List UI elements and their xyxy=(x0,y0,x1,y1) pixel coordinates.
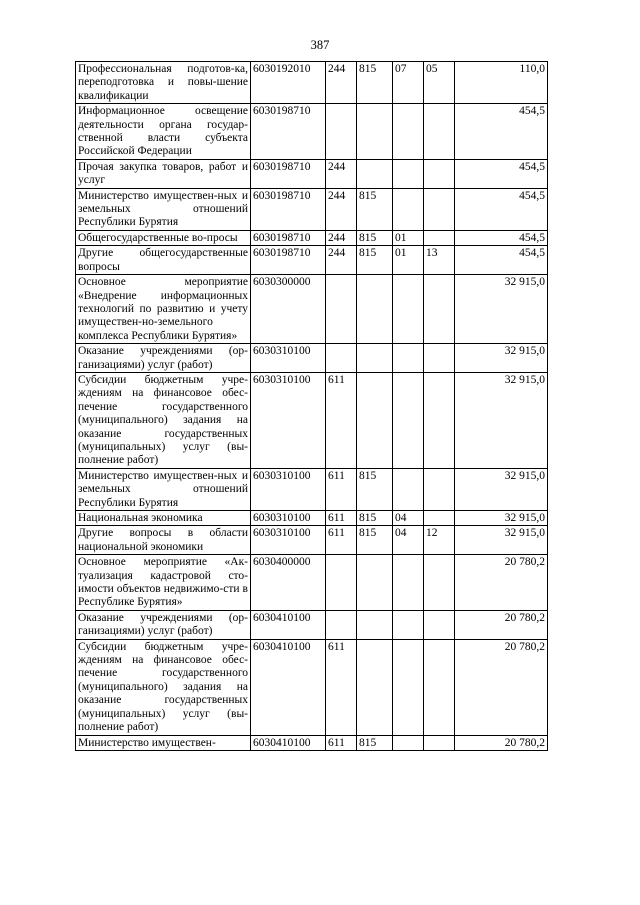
table-row xyxy=(76,372,548,468)
target-article-cell: 6030198710 xyxy=(251,159,326,188)
table-row xyxy=(76,246,548,275)
row-name-cell: Министерство имуществен-ных и земельных отношений Республики Бурятия xyxy=(76,188,251,230)
section-cell: 04 xyxy=(393,511,424,526)
ministry-code-cell: 815 xyxy=(357,526,393,555)
section-cell: 04 xyxy=(393,526,424,555)
subsection-cell xyxy=(424,275,455,344)
table-row xyxy=(76,639,548,735)
expense-type-cell xyxy=(326,275,357,344)
row-name-cell: Основное мероприятие «Ак-туализация кадастровой сто-имости объектов недвижимо-сти в Республике Бурятия» xyxy=(76,555,251,611)
amount-cell: 32 915,0 xyxy=(455,275,548,344)
table-row xyxy=(76,230,548,245)
table-row xyxy=(76,62,548,104)
ministry-code-cell xyxy=(357,555,393,611)
ministry-code-cell: 815 xyxy=(357,230,393,245)
section-cell: 01 xyxy=(393,246,424,275)
expense-type-cell: 611 xyxy=(326,511,357,526)
amount-cell: 32 915,0 xyxy=(455,372,548,468)
ministry-code-cell xyxy=(357,610,393,639)
section-cell xyxy=(393,104,424,160)
subsection-cell: 05 xyxy=(424,62,455,104)
target-article-cell: 6030410100 xyxy=(251,735,326,750)
target-article-cell: 6030198710 xyxy=(251,188,326,230)
section-cell xyxy=(393,188,424,230)
ministry-code-cell: 815 xyxy=(357,246,393,275)
row-name-cell: Субсидии бюджетным учре-ждениям на финансовое обес-печение государственного (муниципального) задания на оказание государственных (муниципальных) услуг (вы-полнение работ) xyxy=(76,639,251,735)
section-cell: 01 xyxy=(393,230,424,245)
expense-type-cell: 611 xyxy=(326,372,357,468)
row-name-cell: Прочая закупка товаров, работ и услуг xyxy=(76,159,251,188)
expense-type-cell: 244 xyxy=(326,188,357,230)
ministry-code-cell: 815 xyxy=(357,468,393,510)
table-row xyxy=(76,511,548,526)
row-name-cell: Оказание учреждениями (ор-ганизациями) услуг (работ) xyxy=(76,610,251,639)
expense-type-cell xyxy=(326,104,357,160)
section-cell xyxy=(393,344,424,373)
subsection-cell xyxy=(424,372,455,468)
section-cell xyxy=(393,639,424,735)
row-name-cell: Субсидии бюджетным учре-ждениям на финансовое обес-печение государственного (муниципального) задания на оказание государственных (муниципальных) услуг (вы-полнение работ) xyxy=(76,372,251,468)
table-row xyxy=(76,344,548,373)
subsection-cell xyxy=(424,610,455,639)
target-article-cell: 6030310100 xyxy=(251,511,326,526)
expense-type-cell: 611 xyxy=(326,639,357,735)
ministry-code-cell: 815 xyxy=(357,62,393,104)
row-name-cell: Министерство имуществен-ных и земельных отношений Республики Бурятия xyxy=(76,468,251,510)
expense-type-cell: 611 xyxy=(326,735,357,750)
section-cell xyxy=(393,610,424,639)
ministry-code-cell xyxy=(357,344,393,373)
target-article-cell: 6030300000 xyxy=(251,275,326,344)
amount-cell: 110,0 xyxy=(455,62,548,104)
subsection-cell xyxy=(424,230,455,245)
target-article-cell: 6030410100 xyxy=(251,610,326,639)
expense-type-cell xyxy=(326,610,357,639)
row-name-cell: Оказание учреждениями (ор-ганизациями) услуг (работ) xyxy=(76,344,251,373)
row-name-cell: Другие общегосударственные вопросы xyxy=(76,246,251,275)
target-article-cell: 6030310100 xyxy=(251,526,326,555)
budget-table xyxy=(75,61,548,751)
subsection-cell xyxy=(424,468,455,510)
subsection-cell xyxy=(424,511,455,526)
expense-type-cell: 244 xyxy=(326,159,357,188)
table-row xyxy=(76,188,548,230)
subsection-cell xyxy=(424,188,455,230)
subsection-cell xyxy=(424,344,455,373)
section-cell xyxy=(393,468,424,510)
ministry-code-cell: 815 xyxy=(357,511,393,526)
target-article-cell: 6030310100 xyxy=(251,372,326,468)
amount-cell: 32 915,0 xyxy=(455,344,548,373)
amount-cell: 20 780,2 xyxy=(455,639,548,735)
expense-type-cell: 611 xyxy=(326,526,357,555)
amount-cell: 32 915,0 xyxy=(455,511,548,526)
subsection-cell: 12 xyxy=(424,526,455,555)
target-article-cell: 6030310100 xyxy=(251,468,326,510)
table-row xyxy=(76,104,548,160)
amount-cell: 454,5 xyxy=(455,246,548,275)
amount-cell: 20 780,2 xyxy=(455,610,548,639)
expense-type-cell xyxy=(326,555,357,611)
target-article-cell: 6030410100 xyxy=(251,639,326,735)
section-cell xyxy=(393,735,424,750)
row-name-cell: Профессиональная подготов-ка, переподготовка и повы-шение квалификации xyxy=(76,62,251,104)
ministry-code-cell xyxy=(357,159,393,188)
table-row xyxy=(76,468,548,510)
expense-type-cell: 244 xyxy=(326,230,357,245)
row-name-cell: Основное мероприятие «Внедрение информационных технологий по развитию и учету имуществен-но-земельного комплекса Республики Бурятия» xyxy=(76,275,251,344)
section-cell xyxy=(393,555,424,611)
section-cell xyxy=(393,159,424,188)
amount-cell: 20 780,2 xyxy=(455,555,548,611)
expense-type-cell: 244 xyxy=(326,246,357,275)
target-article-cell: 6030400000 xyxy=(251,555,326,611)
subsection-cell xyxy=(424,735,455,750)
expense-type-cell xyxy=(326,344,357,373)
subsection-cell xyxy=(424,104,455,160)
target-article-cell: 6030310100 xyxy=(251,344,326,373)
table-row xyxy=(76,555,548,611)
amount-cell: 454,5 xyxy=(455,159,548,188)
row-name-cell: Общегосударственные во-просы xyxy=(76,230,251,245)
target-article-cell: 6030192010 xyxy=(251,62,326,104)
row-name-cell: Национальная экономика xyxy=(76,511,251,526)
amount-cell: 32 915,0 xyxy=(455,468,548,510)
subsection-cell xyxy=(424,639,455,735)
section-cell xyxy=(393,275,424,344)
target-article-cell: 6030198710 xyxy=(251,246,326,275)
row-name-cell: Информационное освещение деятельности органа государ-ственной власти субъекта Российской Федерации xyxy=(76,104,251,160)
row-name-cell: Другие вопросы в области национальной экономики xyxy=(76,526,251,555)
ministry-code-cell xyxy=(357,639,393,735)
expense-type-cell: 611 xyxy=(326,468,357,510)
subsection-cell: 13 xyxy=(424,246,455,275)
table-row xyxy=(76,275,548,344)
amount-cell: 20 780,2 xyxy=(455,735,548,750)
ministry-code-cell xyxy=(357,275,393,344)
amount-cell: 454,5 xyxy=(455,188,548,230)
amount-cell: 454,5 xyxy=(455,104,548,160)
target-article-cell: 6030198710 xyxy=(251,230,326,245)
page-number: 387 xyxy=(310,38,330,52)
amount-cell: 454,5 xyxy=(455,230,548,245)
section-cell xyxy=(393,372,424,468)
subsection-cell xyxy=(424,159,455,188)
expense-type-cell: 244 xyxy=(326,62,357,104)
row-name-cell: Министерство имуществен- xyxy=(76,735,251,750)
target-article-cell: 6030198710 xyxy=(251,104,326,160)
ministry-code-cell: 815 xyxy=(357,188,393,230)
ministry-code-cell xyxy=(357,372,393,468)
subsection-cell xyxy=(424,555,455,611)
table-row xyxy=(76,735,548,750)
table-row xyxy=(76,526,548,555)
amount-cell: 32 915,0 xyxy=(455,526,548,555)
table-row xyxy=(76,610,548,639)
ministry-code-cell xyxy=(357,104,393,160)
table-row xyxy=(76,159,548,188)
section-cell: 07 xyxy=(393,62,424,104)
ministry-code-cell: 815 xyxy=(357,735,393,750)
